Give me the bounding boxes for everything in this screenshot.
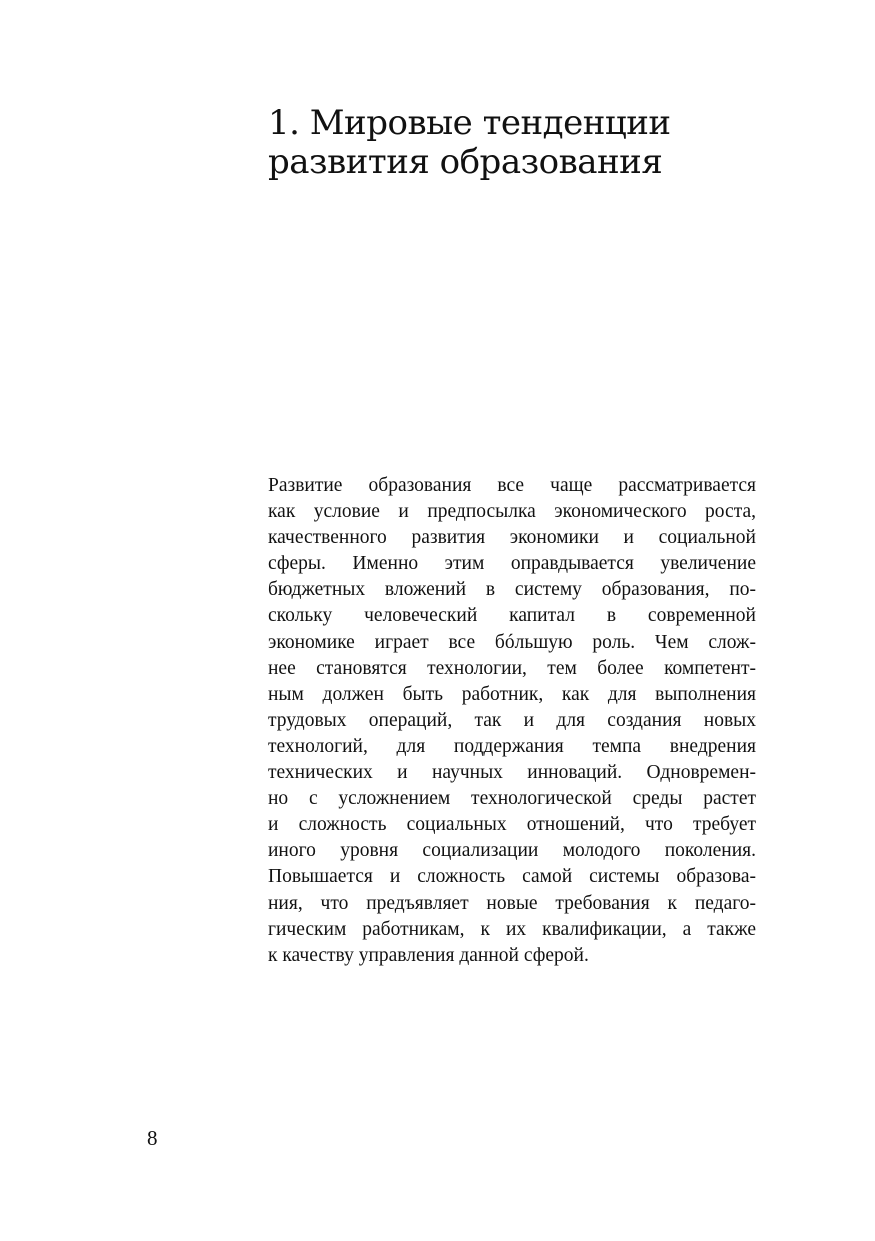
chapter-title xyxy=(268,104,788,182)
text-line: иного уровня социализации молодого поколения. xyxy=(268,840,756,862)
text-line: ния, что предъявляет новые требования к педаго- xyxy=(268,892,756,914)
text-line: технологий, для поддержания темпа внедрения xyxy=(268,735,756,757)
chapter-title-line: 1. Мировые тенденции xyxy=(268,103,671,143)
text-line: к качеству управления данной сферой. xyxy=(268,944,589,966)
text-line: технических и научных инноваций. Одновремен- xyxy=(268,762,756,784)
page-number: 8 xyxy=(147,1126,158,1150)
text-line: Повышается и сложность самой системы образова- xyxy=(268,866,756,888)
text-line: скольку человеческий капитал в современной xyxy=(268,605,756,627)
text-line: Развитие образования все чаще рассматривается xyxy=(268,475,756,496)
text-line: гическим работникам, к их квалификации, а также xyxy=(268,918,756,940)
text-line: как условие и предпосылка экономического роста, xyxy=(268,501,756,523)
text-line: трудовых операций, так и для создания новых xyxy=(268,709,756,731)
text-line: сферы. Именно этим оправдывается увеличение xyxy=(268,553,756,575)
text-line: но с усложнением технологической среды растет xyxy=(268,788,756,810)
body-paragraph xyxy=(268,473,756,969)
chapter-title-line: развития образования xyxy=(268,142,663,182)
text-line: ным должен быть работник, как для выполнения xyxy=(268,683,756,705)
text-line: и сложность социальных отношений, что требует xyxy=(268,814,756,836)
text-line: экономике играет все бóльшую роль. Чем слож- xyxy=(268,631,756,653)
text-line: нее становятся технологии, тем более компетент- xyxy=(268,657,756,679)
text-line: качественного развития экономики и социальной xyxy=(268,527,756,549)
text-line: бюджетных вложений в систему образования, по- xyxy=(268,579,756,601)
